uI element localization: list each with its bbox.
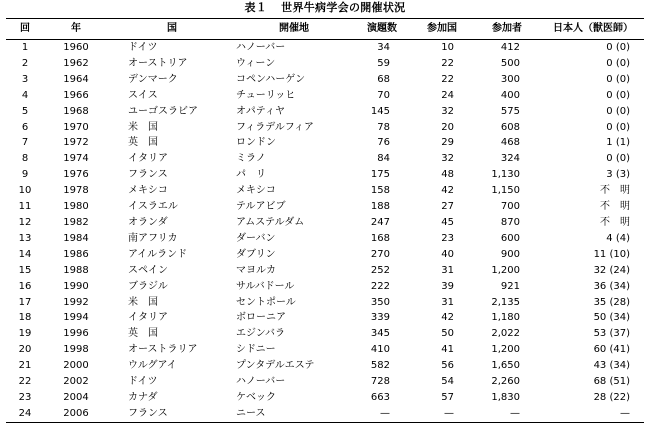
cell-papers: — — [352, 406, 412, 422]
cell-participants: 608 — [500, 121, 520, 133]
header-participants: 参加者 — [472, 19, 542, 40]
cell-year: 1978 — [63, 185, 89, 197]
cell-country: 英 国 — [128, 328, 158, 340]
cell-participants: 921 — [500, 280, 520, 292]
cell-countries: 54 — [441, 376, 454, 388]
cell-countries: 22 — [441, 57, 454, 69]
cell-country: オーストリア — [128, 57, 188, 69]
congress-table — [6, 18, 644, 423]
table-row — [6, 247, 644, 263]
cell-year: 2004 — [63, 391, 89, 403]
cell-participants: 700 — [500, 201, 520, 213]
table-caption — [0, 1, 650, 15]
cell-city: ハノーバー — [236, 376, 286, 388]
cell-city: コペンハーゲン — [236, 73, 306, 85]
cell-no: 24 — [6, 406, 44, 422]
cell-city: メキシコ — [236, 185, 276, 197]
cell-year: 1988 — [63, 264, 89, 276]
table-row — [6, 326, 644, 342]
cell-participants: 1,830 — [491, 391, 520, 403]
cell-japanese: 0 (0) — [606, 121, 630, 133]
cell-countries: — — [412, 406, 472, 422]
table-row — [6, 56, 644, 72]
header-row — [6, 19, 644, 40]
caption-label: 表１ — [244, 1, 268, 14]
cell-city: チューリッヒ — [236, 89, 296, 101]
cell-japanese: 0 (0) — [606, 105, 630, 117]
cell-participants: 300 — [500, 73, 520, 85]
cell-japanese: 3 (3) — [606, 169, 630, 181]
table-row — [6, 342, 644, 358]
cell-participants: 412 — [500, 42, 520, 53]
cell-participants: 1,650 — [491, 360, 520, 372]
header-no: 回 — [6, 19, 44, 40]
table-row — [6, 310, 644, 326]
table-row — [6, 374, 644, 390]
header-city: 開催地 — [236, 19, 352, 40]
cell-countries: 22 — [441, 73, 454, 85]
cell-countries: 24 — [441, 89, 454, 101]
cell-papers: 222 — [370, 280, 390, 292]
cell-participants: 575 — [500, 105, 520, 117]
table-row — [6, 199, 644, 215]
cell-no: 6 — [21, 121, 29, 133]
cell-countries: 48 — [441, 169, 454, 181]
cell-year: 1972 — [63, 137, 89, 149]
cell-japanese: 0 (0) — [606, 89, 630, 101]
cell-city: ミラノ — [236, 153, 266, 165]
cell-city: ダーバン — [236, 232, 276, 244]
cell-no: 3 — [21, 73, 29, 85]
cell-japanese: 0 (0) — [606, 42, 630, 53]
cell-no: 16 — [18, 280, 32, 292]
cell-city: ハノーバー — [236, 42, 286, 53]
cell-countries: 50 — [441, 328, 454, 340]
cell-participants: 1,130 — [491, 169, 520, 181]
cell-papers: 188 — [370, 201, 390, 213]
cell-country: イタリア — [128, 153, 168, 165]
cell-city: ダブリン — [236, 248, 276, 260]
cell-japanese: 50 (34) — [593, 312, 630, 324]
cell-papers: 339 — [370, 312, 390, 324]
header-papers: 演題数 — [352, 19, 412, 40]
cell-year: 1986 — [63, 248, 89, 260]
cell-year: 1966 — [63, 89, 89, 101]
cell-country: スペイン — [128, 264, 168, 276]
cell-year: 1996 — [63, 328, 89, 340]
cell-countries: 20 — [441, 121, 454, 133]
cell-no: 7 — [21, 137, 29, 149]
cell-participants: 2,135 — [491, 296, 520, 308]
cell-countries: 39 — [441, 280, 454, 292]
cell-countries: 42 — [441, 185, 454, 197]
cell-japanese: 11 (10) — [593, 248, 630, 260]
cell-country: カナダ — [128, 391, 158, 403]
cell-country: オーストラリア — [128, 344, 198, 356]
table-row — [6, 72, 644, 88]
cell-countries: 32 — [441, 105, 454, 117]
cell-papers: 34 — [377, 42, 390, 53]
cell-no: 2 — [21, 57, 29, 69]
cell-country: 英 国 — [128, 137, 158, 149]
cell-country: ウルグアイ — [128, 360, 177, 372]
cell-japanese: 68 (51) — [593, 376, 630, 388]
cell-participants: 2,260 — [491, 376, 520, 388]
cell-japanese: 32 (24) — [593, 264, 630, 276]
cell-japanese: 4 (4) — [606, 232, 630, 244]
cell-city: オパティヤ — [236, 105, 285, 117]
header-countries: 参加国 — [412, 19, 472, 40]
cell-year: 1982 — [63, 216, 89, 228]
cell-country: スイス — [128, 89, 158, 101]
cell-papers: 145 — [370, 105, 390, 117]
cell-countries: 42 — [441, 312, 454, 324]
cell-city: パ リ — [236, 169, 266, 181]
table-row — [6, 215, 644, 231]
cell-year: 1974 — [63, 153, 89, 165]
cell-papers: 410 — [370, 344, 390, 356]
cell-year: 1998 — [63, 344, 89, 356]
cell-no: 21 — [18, 360, 32, 372]
cell-city: マヨルカ — [236, 264, 276, 276]
cell-no: 18 — [18, 312, 32, 324]
cell-year: 1962 — [63, 57, 89, 69]
table-row — [6, 135, 644, 151]
cell-japanese: — — [542, 406, 644, 422]
cell-participants: 900 — [500, 248, 520, 260]
cell-city: アムステルダム — [236, 216, 305, 228]
table-row — [6, 279, 644, 295]
cell-city: セントポール — [236, 296, 296, 308]
cell-japanese: 不 明 — [600, 216, 630, 228]
header-year: 年 — [44, 19, 108, 40]
cell-country: イスラエル — [128, 201, 178, 213]
cell-papers: 350 — [370, 296, 390, 308]
cell-country: 米 国 — [128, 296, 158, 308]
cell-participants: 500 — [500, 57, 520, 69]
cell-country: イタリア — [128, 312, 168, 324]
cell-countries: 41 — [441, 344, 454, 356]
cell-papers: 728 — [370, 376, 390, 388]
cell-japanese: 0 (0) — [606, 153, 630, 165]
cell-japanese: 1 (1) — [606, 137, 630, 149]
cell-participants: — — [472, 406, 542, 422]
cell-papers: 252 — [370, 264, 390, 276]
cell-participants: 468 — [500, 137, 520, 149]
cell-participants: 324 — [500, 153, 520, 165]
cell-country: アイルランド — [128, 248, 188, 260]
table-row — [6, 120, 644, 136]
cell-countries: 10 — [441, 42, 454, 53]
cell-papers: 270 — [370, 248, 390, 260]
cell-countries: 23 — [441, 232, 454, 244]
cell-no: 14 — [18, 248, 32, 260]
cell-country: フランス — [108, 406, 236, 422]
cell-city: ボローニア — [236, 312, 286, 324]
table-row — [6, 104, 644, 120]
cell-japanese: 36 (34) — [593, 280, 630, 292]
cell-year: 2006 — [44, 406, 108, 422]
cell-papers: 59 — [377, 57, 390, 69]
header-japanese: 日本人（獣医師） — [542, 19, 644, 40]
cell-countries: 31 — [441, 296, 454, 308]
cell-japanese: 35 (28) — [593, 296, 630, 308]
cell-no: 15 — [18, 264, 32, 276]
cell-japanese: 不 明 — [600, 201, 630, 213]
cell-year: 2000 — [63, 360, 89, 372]
cell-year: 1968 — [63, 105, 89, 117]
cell-year: 1994 — [63, 312, 89, 324]
cell-year: 1970 — [63, 121, 89, 133]
cell-participants: 400 — [500, 89, 520, 101]
cell-papers: 158 — [370, 185, 390, 197]
cell-countries: 56 — [441, 360, 454, 372]
cell-country: ドイツ — [128, 42, 158, 53]
cell-papers: 68 — [377, 73, 390, 85]
cell-no: 5 — [21, 105, 29, 117]
header-country: 国 — [108, 19, 236, 40]
cell-year: 1960 — [63, 42, 89, 53]
cell-no: 11 — [18, 201, 32, 213]
cell-city: テルアビブ — [236, 201, 286, 213]
cell-papers: 84 — [377, 153, 390, 165]
cell-country: ブラジル — [128, 280, 168, 292]
cell-participants: 870 — [500, 216, 520, 228]
cell-country: ドイツ — [128, 376, 158, 388]
cell-countries: 27 — [441, 201, 454, 213]
cell-no: 23 — [18, 391, 32, 403]
cell-country: オランダ — [128, 216, 168, 228]
cell-japanese: 60 (41) — [593, 344, 630, 356]
cell-city: ロンドン — [236, 137, 276, 149]
cell-papers: 76 — [377, 137, 390, 149]
table-row — [6, 151, 644, 167]
table-row — [6, 231, 644, 247]
cell-city: エジンバラ — [236, 328, 286, 340]
cell-country: 南アフリカ — [128, 232, 178, 244]
table-row — [6, 88, 644, 104]
cell-city: プンタデルエステ — [236, 360, 315, 372]
cell-papers: 70 — [377, 89, 390, 101]
cell-no: 13 — [18, 232, 32, 244]
cell-no: 4 — [21, 89, 29, 101]
cell-participants: 1,180 — [491, 312, 520, 324]
cell-country: ユーゴスラビア — [128, 105, 198, 117]
table-row — [6, 263, 644, 279]
cell-no: 10 — [18, 185, 32, 197]
cell-country: 米 国 — [128, 121, 158, 133]
cell-papers: 582 — [370, 360, 390, 372]
cell-city: ケベック — [236, 391, 276, 403]
cell-year: 1980 — [63, 201, 89, 213]
cell-no: 17 — [18, 296, 32, 308]
cell-no: 8 — [21, 153, 29, 165]
cell-country: デンマーク — [128, 73, 178, 85]
cell-city: シドニー — [236, 344, 276, 356]
cell-papers: 247 — [370, 216, 390, 228]
cell-year: 1992 — [63, 296, 89, 308]
table-row — [6, 40, 644, 56]
cell-no: 19 — [18, 328, 32, 340]
cell-countries: 32 — [441, 153, 454, 165]
cell-participants: 1,200 — [491, 264, 520, 276]
cell-participants: 600 — [500, 232, 520, 244]
cell-city: ニース — [236, 406, 352, 422]
table-row — [6, 167, 644, 183]
cell-countries: 29 — [441, 137, 454, 149]
cell-no: 22 — [18, 376, 32, 388]
cell-japanese: 53 (37) — [593, 328, 630, 340]
cell-countries: 31 — [441, 264, 454, 276]
table-row — [6, 358, 644, 374]
cell-city: フィラデルフィア — [236, 121, 314, 133]
cell-year: 1990 — [63, 280, 89, 292]
cell-year: 1984 — [63, 232, 89, 244]
cell-country: メキシコ — [128, 185, 168, 197]
table-row — [6, 390, 644, 406]
cell-city: ウィーン — [236, 57, 276, 69]
cell-papers: 345 — [370, 328, 390, 340]
cell-papers: 78 — [377, 121, 390, 133]
cell-year: 1976 — [63, 169, 89, 181]
cell-country: フランス — [128, 169, 168, 181]
caption-title: 世界牛病学会の開催状況 — [281, 1, 406, 14]
cell-city: サルバドール — [236, 280, 295, 292]
cell-no: 20 — [18, 344, 32, 356]
cell-japanese: 0 (0) — [606, 57, 630, 69]
cell-countries: 57 — [441, 391, 454, 403]
cell-participants: 1,200 — [491, 344, 520, 356]
cell-papers: 175 — [370, 169, 390, 181]
cell-countries: 40 — [441, 248, 454, 260]
cell-japanese: 不 明 — [600, 185, 630, 197]
cell-countries: 45 — [441, 216, 454, 228]
cell-papers: 168 — [370, 232, 390, 244]
cell-no: 12 — [18, 216, 32, 228]
table-row — [6, 183, 644, 199]
cell-no: 1 — [21, 42, 29, 53]
table-row — [6, 295, 644, 311]
cell-participants: 2,022 — [491, 328, 520, 340]
cell-japanese: 43 (34) — [593, 360, 630, 372]
cell-japanese: 28 (22) — [593, 391, 630, 403]
cell-no: 9 — [21, 169, 29, 181]
cell-japanese: 0 (0) — [606, 73, 630, 85]
table-row — [6, 406, 644, 422]
cell-year: 2002 — [63, 376, 89, 388]
cell-year: 1964 — [63, 73, 89, 85]
cell-participants: 1,150 — [491, 185, 520, 197]
table-body — [6, 40, 644, 423]
cell-papers: 663 — [370, 391, 390, 403]
